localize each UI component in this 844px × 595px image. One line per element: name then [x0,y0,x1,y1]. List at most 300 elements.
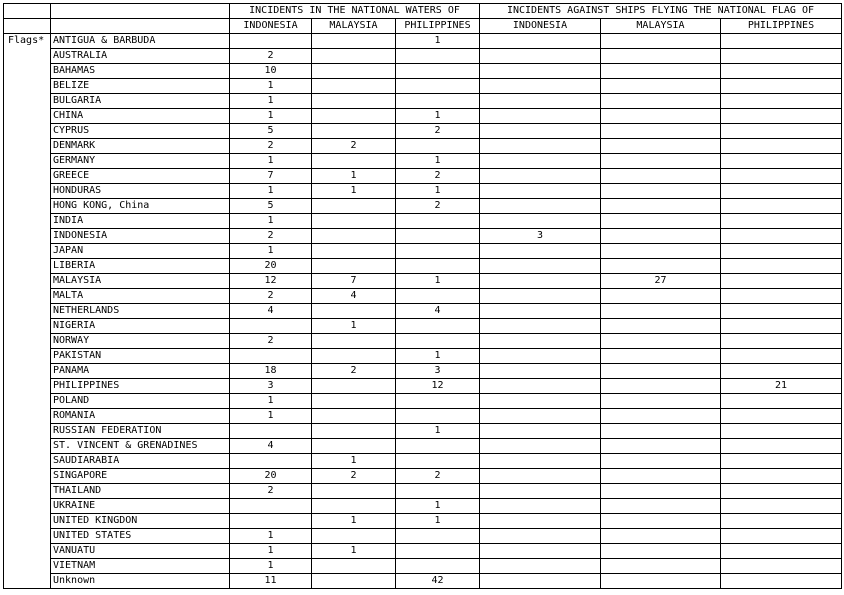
incident-count-cell [601,499,721,514]
flag-name-cell: INDIA [51,214,230,229]
flag-name-cell: NIGERIA [51,319,230,334]
incident-count-cell: 20 [230,259,312,274]
incident-count-cell [480,199,601,214]
incident-count-cell [480,319,601,334]
table-row [4,139,842,154]
table-row [4,244,842,259]
incident-count-cell [601,364,721,379]
incident-count-cell: 1 [230,529,312,544]
incident-count-cell [312,244,396,259]
incident-count-cell: 2 [230,229,312,244]
table-row [4,334,842,349]
incident-count-cell [721,484,842,499]
incident-count-cell [721,304,842,319]
incident-count-cell [721,454,842,469]
incident-count-cell [480,79,601,94]
table-row [4,364,842,379]
flag-name-cell: CYPRUS [51,124,230,139]
incident-count-cell [396,139,480,154]
incident-count-cell [721,184,842,199]
incident-count-cell [601,229,721,244]
incident-count-cell: 1 [396,349,480,364]
incident-count-cell [601,409,721,424]
incident-count-cell [312,214,396,229]
incident-count-cell [601,259,721,274]
incident-count-cell [480,349,601,364]
incident-count-cell [601,109,721,124]
flag-name-cell: VIETNAM [51,559,230,574]
incident-count-cell: 1 [396,154,480,169]
flag-name-cell: GERMANY [51,154,230,169]
incident-count-cell [312,409,396,424]
incident-count-cell: 7 [230,169,312,184]
incident-count-cell [480,379,601,394]
table-row [4,319,842,334]
incident-count-cell: 12 [230,274,312,289]
piracy-incidents-table [3,3,842,589]
incident-count-cell [230,349,312,364]
flag-name-cell: CHINA [51,109,230,124]
incident-count-cell: 2 [396,469,480,484]
incident-count-cell [721,514,842,529]
flag-name-cell: NORWAY [51,334,230,349]
incident-count-cell [601,79,721,94]
incident-count-cell: 1 [396,424,480,439]
incident-count-cell [230,499,312,514]
flag-name-cell: POLAND [51,394,230,409]
incident-count-cell [601,544,721,559]
incident-count-cell [396,289,480,304]
flag-name-cell: LIBERIA [51,259,230,274]
table-row [4,214,842,229]
incident-count-cell: 1 [312,169,396,184]
incident-count-cell [480,34,601,49]
table-row [4,229,842,244]
table-row [4,424,842,439]
incident-count-cell: 3 [396,364,480,379]
incident-count-cell [230,319,312,334]
incident-count-cell [721,274,842,289]
incident-count-cell [312,499,396,514]
incident-count-cell [601,529,721,544]
column-header-flag-malaysia: MALAYSIA [601,19,721,34]
table-row [4,34,842,49]
incident-count-cell [396,244,480,259]
incident-count-cell: 4 [396,304,480,319]
incident-count-cell: 5 [230,199,312,214]
flag-name-cell: MALAYSIA [51,274,230,289]
table-row [4,454,842,469]
incident-count-cell [480,559,601,574]
incident-count-cell [721,394,842,409]
incident-count-cell [721,94,842,109]
flags-side-label: Flags* [4,34,51,589]
group-header-row [4,4,842,19]
table-row [4,64,842,79]
table-row [4,94,842,109]
incident-count-cell [601,334,721,349]
incident-count-cell [480,364,601,379]
table-row [4,259,842,274]
incident-count-cell [601,319,721,334]
country-header-row [4,19,842,34]
flag-name-cell: ROMANIA [51,409,230,424]
incident-count-cell [312,379,396,394]
flag-name-cell: BAHAMAS [51,64,230,79]
incident-count-cell: 2 [396,169,480,184]
incident-count-cell [601,169,721,184]
incident-count-cell [480,394,601,409]
incident-count-cell [480,214,601,229]
flag-name-cell: AUSTRALIA [51,49,230,64]
incident-count-cell [312,334,396,349]
table-row [4,514,842,529]
incident-count-cell [601,154,721,169]
incident-count-cell [480,574,601,589]
table-row [4,394,842,409]
incident-count-cell [312,64,396,79]
incident-count-cell [601,214,721,229]
table-row [4,304,842,319]
incident-count-cell [601,184,721,199]
incident-count-cell [721,559,842,574]
table-row [4,79,842,94]
incident-count-cell [396,544,480,559]
incident-count-cell: 2 [396,199,480,214]
incident-count-cell [480,274,601,289]
flag-name-cell: ANTIGUA & BARBUDA [51,34,230,49]
flag-column-header [51,19,230,34]
flag-name-cell: SAUDIARABIA [51,454,230,469]
incident-count-cell: 2 [312,364,396,379]
incident-count-cell [480,184,601,199]
flag-name-cell: UKRAINE [51,499,230,514]
incident-count-cell: 3 [230,379,312,394]
table-row [4,154,842,169]
incident-count-cell [312,574,396,589]
incident-count-cell [396,319,480,334]
table-row [4,529,842,544]
incident-count-cell: 2 [230,49,312,64]
flag-name-cell: PANAMA [51,364,230,379]
incident-count-cell: 1 [230,409,312,424]
incident-count-cell [396,94,480,109]
incident-count-cell [312,109,396,124]
flag-name-cell: PHILIPPINES [51,379,230,394]
incident-count-cell [721,319,842,334]
incident-count-cell: 7 [312,274,396,289]
incident-count-cell: 18 [230,364,312,379]
column-header-flag-philippines: PHILIPPINES [721,19,842,34]
incident-count-cell: 1 [230,244,312,259]
incident-count-cell [480,439,601,454]
incident-count-cell [396,409,480,424]
incident-count-cell: 20 [230,469,312,484]
incident-count-cell [601,139,721,154]
table-row [4,484,842,499]
national-waters-group-header: INCIDENTS IN THE NATIONAL WATERS OF [230,4,480,19]
incident-count-cell [312,424,396,439]
incident-count-cell [312,199,396,214]
incident-count-cell [721,424,842,439]
flag-name-cell: INDONESIA [51,229,230,244]
incident-count-cell [480,154,601,169]
corner-cell [4,4,51,19]
incident-count-cell: 1 [396,34,480,49]
incident-count-cell [396,229,480,244]
incident-count-cell [312,49,396,64]
incident-count-cell: 42 [396,574,480,589]
incident-count-cell [396,484,480,499]
incident-count-cell: 1 [312,544,396,559]
incident-count-cell: 2 [230,289,312,304]
incident-count-cell [396,334,480,349]
incident-count-cell [396,439,480,454]
incident-count-cell: 1 [230,154,312,169]
incident-count-cell [480,259,601,274]
column-header-flag-indonesia: INDONESIA [480,19,601,34]
incident-count-cell [312,529,396,544]
incident-count-cell [721,469,842,484]
incident-count-cell [480,544,601,559]
flag-name-cell: THAILAND [51,484,230,499]
incident-count-cell [312,154,396,169]
incident-count-cell [721,109,842,124]
table-row [4,184,842,199]
incident-count-cell: 1 [230,214,312,229]
incident-count-cell [721,34,842,49]
incident-count-cell: 2 [396,124,480,139]
incident-count-cell: 1 [230,109,312,124]
incident-count-cell: 4 [230,304,312,319]
incident-count-cell: 1 [312,184,396,199]
incident-count-cell [480,289,601,304]
flag-name-cell: UNITED KINGDON [51,514,230,529]
incident-count-cell [601,64,721,79]
incident-count-cell: 1 [230,184,312,199]
flag-name-cell: HONG KONG, China [51,199,230,214]
incident-count-cell [721,79,842,94]
table-row [4,124,842,139]
incident-count-cell [312,34,396,49]
incident-count-cell [721,544,842,559]
incident-count-cell [721,49,842,64]
table-row [4,109,842,124]
table-row [4,349,842,364]
incident-count-cell [230,34,312,49]
table-row [4,469,842,484]
flag-name-cell: UNITED STATES [51,529,230,544]
incident-count-cell [721,64,842,79]
table-row [4,289,842,304]
incident-count-cell: 21 [721,379,842,394]
incident-count-cell [312,349,396,364]
incident-count-cell: 2 [230,139,312,154]
incident-count-cell: 1 [230,394,312,409]
incident-count-cell [721,409,842,424]
column-header-waters-malaysia: MALAYSIA [312,19,396,34]
incident-count-cell [480,409,601,424]
incident-count-cell [480,169,601,184]
incident-count-cell: 1 [312,514,396,529]
incident-count-cell [312,559,396,574]
flag-name-cell: ST. VINCENT & GRENADINES [51,439,230,454]
incident-count-cell [480,109,601,124]
incident-count-cell [396,214,480,229]
incident-count-cell [721,139,842,154]
incident-count-cell: 2 [230,484,312,499]
flag-name-cell: JAPAN [51,244,230,259]
incident-count-cell [312,304,396,319]
incident-count-cell [480,424,601,439]
flag-name-cell: MALTA [51,289,230,304]
incident-count-cell [480,499,601,514]
incident-count-cell [721,349,842,364]
incident-count-cell [721,574,842,589]
table-row [4,199,842,214]
incident-count-cell [480,64,601,79]
incident-count-cell [601,94,721,109]
incident-count-cell [721,499,842,514]
incident-count-cell: 1 [230,559,312,574]
incident-count-cell: 1 [396,184,480,199]
flag-name-cell: BELIZE [51,79,230,94]
incident-count-cell: 1 [230,94,312,109]
incident-count-cell [601,559,721,574]
incident-count-cell: 1 [396,274,480,289]
incident-count-cell [601,244,721,259]
incident-count-cell: 11 [230,574,312,589]
incident-count-cell [601,439,721,454]
flag-name-cell: PAKISTAN [51,349,230,364]
incident-count-cell: 2 [312,469,396,484]
incident-count-cell [312,94,396,109]
column-header-waters-philippines: PHILIPPINES [396,19,480,34]
incident-count-cell [480,334,601,349]
incident-count-cell [480,454,601,469]
incident-count-cell: 1 [396,514,480,529]
table-row [4,574,842,589]
incident-count-cell [721,259,842,274]
incident-count-cell [721,364,842,379]
table-row [4,274,842,289]
table-row [4,409,842,424]
incident-count-cell: 4 [312,289,396,304]
incident-count-cell [721,199,842,214]
incident-count-cell [396,559,480,574]
incident-count-cell: 1 [396,499,480,514]
flag-name-cell: BULGARIA [51,94,230,109]
incident-count-cell [721,439,842,454]
incident-count-cell [312,394,396,409]
incident-count-cell [601,574,721,589]
table-row [4,49,842,64]
incident-count-cell [396,79,480,94]
incident-count-cell [480,529,601,544]
incident-count-cell: 4 [230,439,312,454]
incident-count-cell [721,244,842,259]
column-header-waters-indonesia: INDONESIA [230,19,312,34]
table-row [4,559,842,574]
incident-count-cell: 1 [230,79,312,94]
incident-count-cell [601,49,721,64]
incident-count-cell [312,259,396,274]
flag-name-cell: GREECE [51,169,230,184]
flag-name-cell: SINGAPORE [51,469,230,484]
incident-count-cell [480,514,601,529]
incident-count-cell [721,154,842,169]
flag-name-cell: NETHERLANDS [51,304,230,319]
flag-name-cell: DENMARK [51,139,230,154]
incident-count-cell [480,94,601,109]
incident-count-cell [312,484,396,499]
incident-count-cell [601,514,721,529]
incident-count-cell: 12 [396,379,480,394]
flag-name-cell: RUSSIAN FEDERATION [51,424,230,439]
incident-count-cell: 1 [230,544,312,559]
incident-count-cell [480,124,601,139]
incident-count-cell [721,334,842,349]
incident-count-cell [601,394,721,409]
incident-count-cell [601,454,721,469]
flag-name-cell: HONDURAS [51,184,230,199]
incident-count-cell: 2 [312,139,396,154]
incident-count-cell [601,484,721,499]
incident-count-cell [230,454,312,469]
incident-count-cell [601,349,721,364]
table-row [4,379,842,394]
incident-count-cell [312,439,396,454]
national-flag-group-header: INCIDENTS AGAINST SHIPS FLYING THE NATIONAL FLAG OF [480,4,842,19]
incident-count-cell [601,469,721,484]
incident-count-cell [480,244,601,259]
incident-count-cell: 10 [230,64,312,79]
table-row [4,544,842,559]
incident-count-cell [230,514,312,529]
corner-cell [4,19,51,34]
incident-count-cell [601,199,721,214]
incident-count-cell [601,34,721,49]
flag-name-cell: VANUATU [51,544,230,559]
incident-count-cell [601,124,721,139]
incident-count-cell [480,484,601,499]
incident-count-cell [312,229,396,244]
incident-count-cell [721,529,842,544]
incident-count-cell [396,454,480,469]
table-body [4,34,842,589]
flag-name-cell: Unknown [51,574,230,589]
incident-count-cell: 1 [396,109,480,124]
incident-count-cell [480,139,601,154]
incident-count-cell: 2 [230,334,312,349]
incident-count-cell [396,64,480,79]
incident-count-cell [601,289,721,304]
incident-count-cell [396,394,480,409]
incident-count-cell [480,469,601,484]
incident-count-cell [601,379,721,394]
incident-count-cell [230,424,312,439]
incident-count-cell: 5 [230,124,312,139]
incident-count-cell [721,124,842,139]
table-row [4,439,842,454]
incident-count-cell [721,289,842,304]
incident-count-cell [396,259,480,274]
incident-count-cell [312,79,396,94]
incident-count-cell: 1 [312,319,396,334]
incident-count-cell [396,49,480,64]
incident-count-cell [312,124,396,139]
incident-count-cell: 27 [601,274,721,289]
